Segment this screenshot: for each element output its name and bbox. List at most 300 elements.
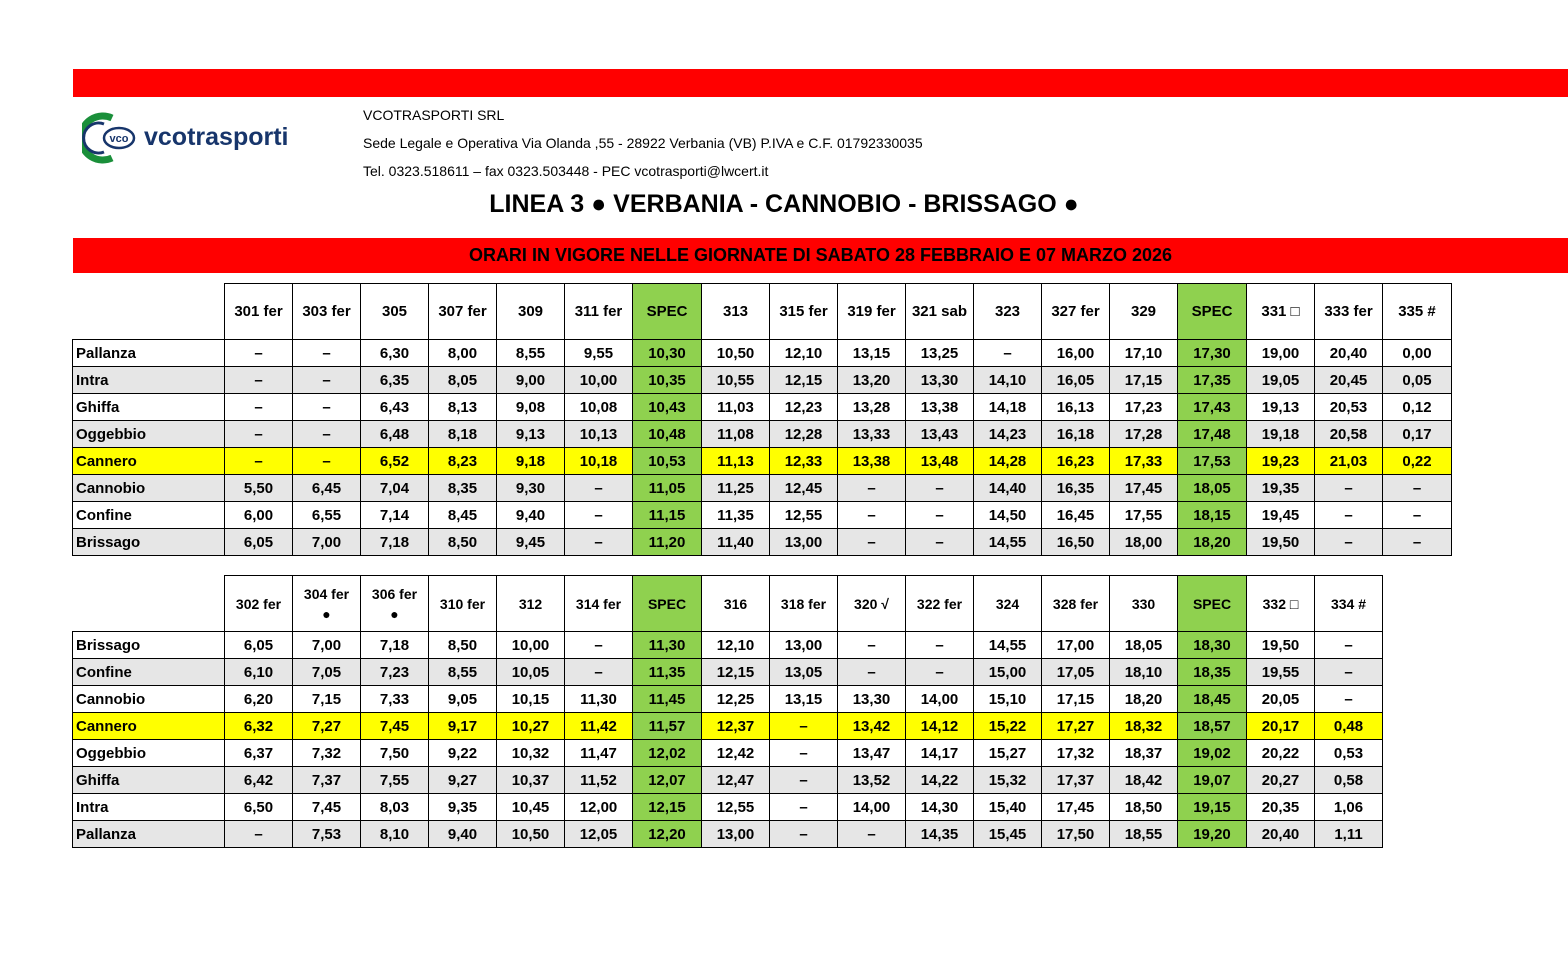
time-cell: –	[565, 475, 633, 502]
trip-header: 329	[1110, 284, 1178, 340]
time-cell: 13,20	[838, 367, 906, 394]
time-cell: –	[1315, 502, 1383, 529]
time-cell: 9,30	[497, 475, 565, 502]
table-row	[73, 448, 1452, 475]
time-cell: 18,32	[1110, 713, 1178, 740]
time-cell: 17,05	[1042, 659, 1110, 686]
time-cell: 17,45	[1042, 794, 1110, 821]
time-cell: –	[838, 659, 906, 686]
time-cell: 17,00	[1042, 632, 1110, 659]
time-cell: 17,23	[1110, 394, 1178, 421]
time-cell: 17,45	[1110, 475, 1178, 502]
time-cell: 16,05	[1042, 367, 1110, 394]
time-cell: 1,06	[1315, 794, 1383, 821]
time-cell: 6,32	[225, 713, 293, 740]
time-cell: 10,13	[565, 421, 633, 448]
time-cell: 18,55	[1110, 821, 1178, 848]
time-cell: –	[770, 794, 838, 821]
trip-header: 313	[702, 284, 770, 340]
time-cell: 20,53	[1315, 394, 1383, 421]
stop-name: Ghiffa	[73, 767, 225, 794]
trip-header: 331 □	[1247, 284, 1315, 340]
time-cell: –	[906, 502, 974, 529]
time-cell: 10,08	[565, 394, 633, 421]
time-cell: 10,35	[633, 367, 702, 394]
time-cell: –	[906, 659, 974, 686]
trip-header: 327 fer	[1042, 284, 1110, 340]
time-cell: 14,28	[974, 448, 1042, 475]
time-cell: 15,22	[974, 713, 1042, 740]
time-cell: 13,38	[838, 448, 906, 475]
time-cell: 18,00	[1110, 529, 1178, 556]
time-cell: 17,28	[1110, 421, 1178, 448]
time-cell: 18,37	[1110, 740, 1178, 767]
time-cell: 19,07	[1178, 767, 1247, 794]
time-cell: 14,35	[906, 821, 974, 848]
time-cell: –	[293, 394, 361, 421]
time-cell: 20,27	[1247, 767, 1315, 794]
time-cell: 18,20	[1110, 686, 1178, 713]
top-red-band	[73, 69, 1568, 97]
time-cell: –	[770, 821, 838, 848]
time-cell: 6,05	[225, 529, 293, 556]
time-cell: 0,53	[1315, 740, 1383, 767]
table-row	[73, 394, 1452, 421]
time-cell: 15,45	[974, 821, 1042, 848]
time-cell: 12,05	[565, 821, 633, 848]
time-cell: 17,27	[1042, 713, 1110, 740]
time-cell: 14,22	[906, 767, 974, 794]
time-cell: 9,05	[429, 686, 497, 713]
time-cell: 12,37	[702, 713, 770, 740]
time-cell: –	[1315, 475, 1383, 502]
time-cell: –	[293, 340, 361, 367]
time-cell: 17,15	[1042, 686, 1110, 713]
time-cell: 10,05	[497, 659, 565, 686]
time-cell: 14,23	[974, 421, 1042, 448]
time-cell: 14,12	[906, 713, 974, 740]
trip-header: 306 fer ●	[361, 576, 429, 632]
time-cell: –	[1315, 686, 1383, 713]
time-cell: 9,55	[565, 340, 633, 367]
trip-header: 319 fer	[838, 284, 906, 340]
time-cell: 13,25	[906, 340, 974, 367]
time-cell: 13,00	[702, 821, 770, 848]
table-row	[73, 502, 1452, 529]
time-cell: 0,05	[1383, 367, 1452, 394]
time-cell: 7,32	[293, 740, 361, 767]
time-cell: 11,30	[633, 632, 702, 659]
time-cell: 7,00	[293, 529, 361, 556]
time-cell: 10,50	[702, 340, 770, 367]
time-cell: 17,33	[1110, 448, 1178, 475]
time-cell: 18,42	[1110, 767, 1178, 794]
trip-header: 305	[361, 284, 429, 340]
stop-name: Pallanza	[73, 340, 225, 367]
time-cell: 12,10	[770, 340, 838, 367]
time-cell: 20,35	[1247, 794, 1315, 821]
time-cell: 17,53	[1178, 448, 1247, 475]
time-cell: –	[906, 529, 974, 556]
time-cell: 13,47	[838, 740, 906, 767]
table-row	[73, 475, 1452, 502]
time-cell: 13,15	[770, 686, 838, 713]
time-cell: 7,23	[361, 659, 429, 686]
time-cell: 12,45	[770, 475, 838, 502]
table-row	[73, 767, 1383, 794]
time-cell: 7,50	[361, 740, 429, 767]
time-cell: 17,30	[1178, 340, 1247, 367]
time-cell: 19,00	[1247, 340, 1315, 367]
time-cell: 6,37	[225, 740, 293, 767]
header-corner	[73, 284, 225, 340]
time-cell: 15,10	[974, 686, 1042, 713]
table-row	[73, 686, 1383, 713]
logo-badge-text: vco	[109, 133, 129, 145]
table-row	[73, 821, 1383, 848]
time-cell: 9,40	[429, 821, 497, 848]
time-cell: 17,32	[1042, 740, 1110, 767]
table-row	[73, 421, 1452, 448]
time-cell: 8,03	[361, 794, 429, 821]
time-cell: 14,40	[974, 475, 1042, 502]
time-cell: 8,35	[429, 475, 497, 502]
trip-header: 304 fer ●	[293, 576, 361, 632]
time-cell: 15,32	[974, 767, 1042, 794]
time-cell: 6,48	[361, 421, 429, 448]
timetable-outbound	[72, 283, 1452, 556]
stop-name: Brissago	[73, 529, 225, 556]
time-cell: 18,05	[1178, 475, 1247, 502]
time-cell: 18,10	[1110, 659, 1178, 686]
time-cell: 17,55	[1110, 502, 1178, 529]
time-cell: 17,50	[1042, 821, 1110, 848]
time-cell: 18,15	[1178, 502, 1247, 529]
time-cell: 11,25	[702, 475, 770, 502]
time-cell: 13,43	[906, 421, 974, 448]
time-cell: 0,00	[1383, 340, 1452, 367]
time-cell: 16,45	[1042, 502, 1110, 529]
trip-header: SPEC	[1178, 284, 1247, 340]
time-cell: 11,40	[702, 529, 770, 556]
time-cell: 20,17	[1247, 713, 1315, 740]
time-cell: 13,33	[838, 421, 906, 448]
validity-text: ORARI IN VIGORE NELLE GIORNATE DI SABATO 28 FEBBRAIO E 07 MARZO 2026	[468, 245, 1173, 265]
time-cell: 11,05	[633, 475, 702, 502]
table-row	[73, 367, 1452, 394]
time-cell: 14,55	[974, 529, 1042, 556]
time-cell: 9,40	[497, 502, 565, 529]
time-cell: 8,55	[497, 340, 565, 367]
time-cell: 18,35	[1178, 659, 1247, 686]
time-cell: 12,47	[702, 767, 770, 794]
time-cell: 9,18	[497, 448, 565, 475]
trip-header: 309	[497, 284, 565, 340]
time-cell: 16,23	[1042, 448, 1110, 475]
time-cell: –	[770, 713, 838, 740]
time-cell: 10,32	[497, 740, 565, 767]
time-cell: 9,00	[497, 367, 565, 394]
trip-header: 320 √	[838, 576, 906, 632]
trip-header: 322 fer	[906, 576, 974, 632]
time-cell: 14,18	[974, 394, 1042, 421]
time-cell: –	[1315, 529, 1383, 556]
time-cell: –	[225, 394, 293, 421]
time-cell: 12,15	[702, 659, 770, 686]
stop-name: Oggebbio	[73, 740, 225, 767]
time-cell: 19,50	[1247, 529, 1315, 556]
time-cell: 14,17	[906, 740, 974, 767]
stop-name: Cannobio	[73, 686, 225, 713]
table-row	[73, 632, 1383, 659]
time-cell: –	[565, 659, 633, 686]
time-cell: 12,00	[565, 794, 633, 821]
page-title: LINEA 3 ● VERBANIA - CANNOBIO - BRISSAGO ●	[489, 190, 1079, 218]
trip-header: 301 fer	[225, 284, 293, 340]
time-cell: 18,05	[1110, 632, 1178, 659]
trip-header: SPEC	[633, 576, 702, 632]
trip-header: 324	[974, 576, 1042, 632]
time-cell: 9,22	[429, 740, 497, 767]
time-cell: 10,18	[565, 448, 633, 475]
time-cell: 9,27	[429, 767, 497, 794]
time-cell: 7,37	[293, 767, 361, 794]
time-cell: –	[770, 740, 838, 767]
time-cell: 20,05	[1247, 686, 1315, 713]
time-cell: 15,40	[974, 794, 1042, 821]
trip-header: 302 fer	[225, 576, 293, 632]
validity-banner	[73, 238, 1568, 273]
time-cell: 11,47	[565, 740, 633, 767]
time-cell: 12,55	[770, 502, 838, 529]
time-cell: 5,50	[225, 475, 293, 502]
time-cell: –	[838, 632, 906, 659]
time-cell: –	[565, 502, 633, 529]
time-cell: 14,10	[974, 367, 1042, 394]
time-cell: 20,22	[1247, 740, 1315, 767]
time-cell: 11,52	[565, 767, 633, 794]
time-cell: 10,37	[497, 767, 565, 794]
table-row	[73, 713, 1383, 740]
time-cell: 16,35	[1042, 475, 1110, 502]
time-cell: –	[770, 767, 838, 794]
time-cell: 1,11	[1315, 821, 1383, 848]
table-row	[73, 794, 1383, 821]
time-cell: 19,13	[1247, 394, 1315, 421]
time-cell: –	[293, 421, 361, 448]
table-row	[73, 529, 1452, 556]
time-cell: 11,57	[633, 713, 702, 740]
time-cell: –	[225, 448, 293, 475]
time-cell: 7,53	[293, 821, 361, 848]
time-cell: 10,55	[702, 367, 770, 394]
time-cell: 15,00	[974, 659, 1042, 686]
time-cell: –	[225, 421, 293, 448]
trip-header: 310 fer	[429, 576, 497, 632]
time-cell: 8,45	[429, 502, 497, 529]
trip-header: 332 □	[1247, 576, 1315, 632]
time-cell: 7,00	[293, 632, 361, 659]
company-name: VCOTRASPORTI SRL	[363, 107, 505, 123]
trip-header: 318 fer	[770, 576, 838, 632]
time-cell: 17,48	[1178, 421, 1247, 448]
time-cell: 19,50	[1247, 632, 1315, 659]
time-cell: –	[565, 632, 633, 659]
time-cell: 7,15	[293, 686, 361, 713]
time-cell: 10,53	[633, 448, 702, 475]
time-cell: 18,45	[1178, 686, 1247, 713]
time-cell: 18,30	[1178, 632, 1247, 659]
trip-header: 312	[497, 576, 565, 632]
time-cell: 8,13	[429, 394, 497, 421]
time-cell: 11,35	[702, 502, 770, 529]
stop-name: Intra	[73, 367, 225, 394]
time-cell: 6,05	[225, 632, 293, 659]
time-cell: 17,35	[1178, 367, 1247, 394]
stop-name: Pallanza	[73, 821, 225, 848]
time-cell: 13,52	[838, 767, 906, 794]
time-cell: –	[1383, 529, 1452, 556]
time-cell: 11,03	[702, 394, 770, 421]
trip-header: SPEC	[633, 284, 702, 340]
stop-name: Oggebbio	[73, 421, 225, 448]
time-cell: –	[838, 821, 906, 848]
time-cell: 13,15	[838, 340, 906, 367]
time-cell: 12,42	[702, 740, 770, 767]
time-cell: 19,45	[1247, 502, 1315, 529]
trip-header: 335 #	[1383, 284, 1452, 340]
trip-header: 334 #	[1315, 576, 1383, 632]
time-cell: 8,10	[361, 821, 429, 848]
time-cell: 7,33	[361, 686, 429, 713]
time-cell: 16,50	[1042, 529, 1110, 556]
time-cell: –	[838, 475, 906, 502]
trip-header: 323	[974, 284, 1042, 340]
trip-header: 316	[702, 576, 770, 632]
time-cell: 10,27	[497, 713, 565, 740]
time-cell: 13,28	[838, 394, 906, 421]
trip-header: 328 fer	[1042, 576, 1110, 632]
time-cell: 10,00	[497, 632, 565, 659]
time-cell: –	[293, 448, 361, 475]
time-cell: 6,00	[225, 502, 293, 529]
trip-header: 333 fer	[1315, 284, 1383, 340]
time-cell: 12,25	[702, 686, 770, 713]
table-row	[73, 740, 1383, 767]
time-cell: 21,03	[1315, 448, 1383, 475]
time-cell: 10,15	[497, 686, 565, 713]
stop-name: Cannero	[73, 713, 225, 740]
time-cell: 10,43	[633, 394, 702, 421]
vcotrasporti-logo	[82, 112, 338, 164]
time-cell: –	[293, 367, 361, 394]
time-cell: 8,00	[429, 340, 497, 367]
time-cell: 13,42	[838, 713, 906, 740]
time-cell: 6,10	[225, 659, 293, 686]
time-cell: 0,17	[1383, 421, 1452, 448]
time-cell: 12,15	[633, 794, 702, 821]
time-cell: 0,22	[1383, 448, 1452, 475]
time-cell: 0,12	[1383, 394, 1452, 421]
time-cell: –	[906, 475, 974, 502]
time-cell: 19,55	[1247, 659, 1315, 686]
trip-header: 307 fer	[429, 284, 497, 340]
time-cell: 20,40	[1247, 821, 1315, 848]
time-cell: 11,13	[702, 448, 770, 475]
time-cell: 7,45	[361, 713, 429, 740]
time-cell: –	[225, 340, 293, 367]
trip-header: 330	[1110, 576, 1178, 632]
time-cell: 6,35	[361, 367, 429, 394]
time-cell: 7,18	[361, 632, 429, 659]
time-cell: –	[225, 367, 293, 394]
time-cell: 16,00	[1042, 340, 1110, 367]
time-cell: 18,50	[1110, 794, 1178, 821]
time-cell: 7,55	[361, 767, 429, 794]
time-cell: 20,40	[1315, 340, 1383, 367]
time-cell: 6,45	[293, 475, 361, 502]
time-cell: –	[838, 529, 906, 556]
time-cell: 9,13	[497, 421, 565, 448]
time-cell: 13,38	[906, 394, 974, 421]
time-cell: 11,08	[702, 421, 770, 448]
time-cell: 13,05	[770, 659, 838, 686]
header-corner	[73, 576, 225, 632]
time-cell: 11,45	[633, 686, 702, 713]
time-cell: 15,27	[974, 740, 1042, 767]
trip-header: 315 fer	[770, 284, 838, 340]
time-cell: 8,05	[429, 367, 497, 394]
time-cell: 10,45	[497, 794, 565, 821]
time-cell: 11,42	[565, 713, 633, 740]
time-cell: 20,58	[1315, 421, 1383, 448]
time-cell: 11,35	[633, 659, 702, 686]
time-cell: 17,37	[1042, 767, 1110, 794]
time-cell: 16,13	[1042, 394, 1110, 421]
trip-header: 311 fer	[565, 284, 633, 340]
time-cell: 12,02	[633, 740, 702, 767]
time-cell: 7,14	[361, 502, 429, 529]
time-cell: 14,55	[974, 632, 1042, 659]
time-cell: 19,23	[1247, 448, 1315, 475]
time-cell: 6,42	[225, 767, 293, 794]
time-cell: 13,00	[770, 632, 838, 659]
time-cell: 8,55	[429, 659, 497, 686]
time-cell: 6,43	[361, 394, 429, 421]
time-cell: 6,50	[225, 794, 293, 821]
timetable-return	[72, 575, 1383, 848]
stop-name: Cannobio	[73, 475, 225, 502]
company-address: Sede Legale e Operativa Via Olanda ,55 - 28922 Verbania (VB) P.IVA e C.F. 01792330035	[363, 135, 923, 151]
time-cell: 9,17	[429, 713, 497, 740]
time-cell: 18,57	[1178, 713, 1247, 740]
time-cell: 8,18	[429, 421, 497, 448]
time-cell: 6,20	[225, 686, 293, 713]
time-cell: –	[565, 529, 633, 556]
time-cell: 10,00	[565, 367, 633, 394]
time-cell: 18,20	[1178, 529, 1247, 556]
time-cell: 7,18	[361, 529, 429, 556]
time-cell: 6,55	[293, 502, 361, 529]
time-cell: 7,45	[293, 794, 361, 821]
stop-name: Confine	[73, 659, 225, 686]
time-cell: 19,15	[1178, 794, 1247, 821]
logo-wordmark: vcotrasporti	[144, 123, 289, 151]
time-cell: 8,50	[429, 529, 497, 556]
time-cell: 12,07	[633, 767, 702, 794]
time-cell: 17,10	[1110, 340, 1178, 367]
time-cell: 11,15	[633, 502, 702, 529]
